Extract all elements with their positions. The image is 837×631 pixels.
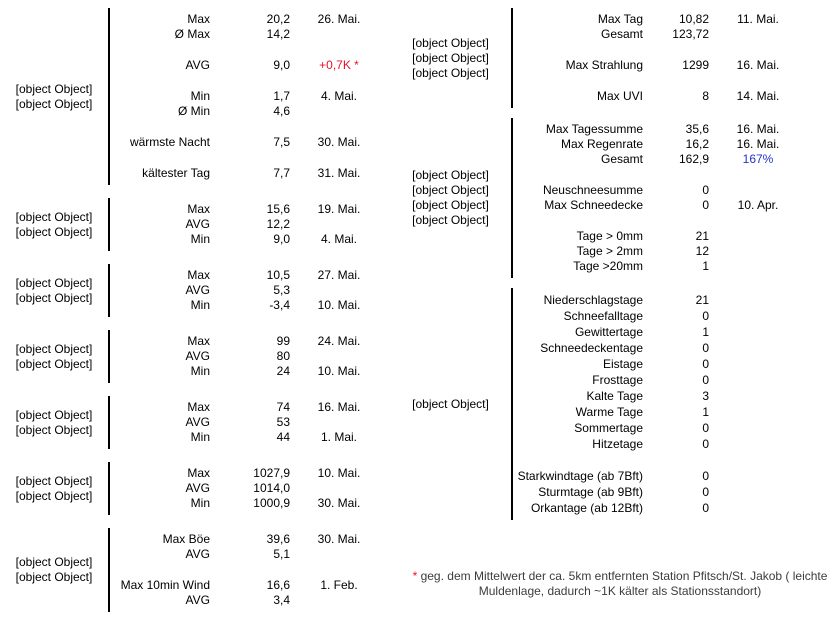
section-label-line: [object Object] — [15, 96, 93, 111]
stat-row — [513, 152, 837, 167]
stat-param-label: Max — [187, 202, 210, 216]
stat-date — [709, 356, 807, 372]
stat-value: 1,7 — [273, 89, 290, 103]
stat-value: 0 — [702, 309, 709, 323]
section-category-label — [390, 36, 511, 81]
stat-value: 16,2 — [685, 137, 709, 151]
stat-row — [513, 198, 837, 213]
section-divider-and-rows — [108, 396, 390, 449]
stat-row — [110, 547, 390, 562]
section-divider-and-rows — [108, 198, 390, 251]
stat-date — [709, 229, 807, 244]
stat-date — [290, 547, 388, 562]
stat-section — [0, 396, 390, 449]
stat-row — [110, 166, 390, 181]
stat-row — [110, 58, 390, 73]
stat-param-label: Gesamt — [600, 27, 643, 41]
section-label-line: [object Object] — [412, 213, 489, 227]
stat-row — [513, 244, 837, 259]
stat-param-label: Niederschlagstage — [543, 293, 643, 307]
stat-date — [290, 593, 388, 608]
stat-date — [709, 404, 807, 420]
stat-date: 31. Mai. — [317, 166, 361, 180]
stat-row — [513, 58, 837, 73]
stat-date — [290, 481, 388, 496]
stat-param-label: AVG — [185, 217, 210, 231]
stat-value: 123,72 — [672, 27, 709, 41]
section-divider-and-rows — [511, 118, 837, 278]
station-comparison-footnote — [406, 569, 834, 599]
stat-date — [290, 217, 388, 232]
stat-value: 7,5 — [273, 135, 290, 149]
stat-date: 1. Feb. — [320, 578, 358, 592]
stat-date: 16. Mai. — [736, 122, 780, 136]
stat-param-label: Max Schneedecke — [544, 198, 643, 212]
stat-value: 16,6 — [266, 578, 290, 592]
stat-date: 30. Mai. — [317, 532, 361, 546]
stat-row — [110, 430, 390, 445]
stat-row — [513, 436, 837, 452]
stat-row — [110, 481, 390, 496]
stat-value: 0 — [702, 198, 709, 212]
stat-param-label: AVG — [185, 58, 210, 72]
stat-param-label: Max Tag — [597, 12, 643, 26]
section-label-line: [object Object] — [15, 570, 93, 584]
stat-section — [390, 118, 837, 278]
stat-date — [709, 324, 807, 340]
section-category-label — [390, 397, 511, 412]
section-label-line: [object Object] — [412, 50, 489, 65]
stat-date — [290, 349, 388, 364]
stat-date — [290, 104, 388, 119]
stat-date — [709, 372, 807, 388]
stat-row — [513, 27, 837, 42]
stat-date: 16. Mai. — [736, 58, 780, 72]
stat-section — [0, 198, 390, 251]
stat-row — [110, 578, 390, 593]
stat-value: 1000,9 — [253, 496, 290, 510]
section-divider-and-rows — [108, 8, 390, 185]
section-label-line: [object Object] — [15, 290, 93, 305]
stat-param-label: Min — [190, 364, 210, 378]
stat-value: 74 — [276, 400, 290, 414]
stat-row — [110, 135, 390, 150]
stat-value: 21 — [695, 293, 709, 307]
footnote-text-line1: geg. dem Mittelwert der ca. 5km entfernten Station Pfitsch/St. Jakob ( leichte — [420, 569, 828, 583]
stat-date: +0,7K * — [319, 58, 359, 72]
stat-date — [709, 244, 807, 259]
stat-date — [290, 415, 388, 430]
stat-value: 35,6 — [685, 122, 709, 136]
stat-row — [513, 468, 837, 484]
stat-row — [110, 89, 390, 104]
stat-param-label: Sommertage — [574, 421, 643, 435]
stat-date: 10. Apr. — [737, 198, 779, 212]
section-label-line: [object Object] — [15, 81, 93, 96]
stat-param-label: Min — [190, 430, 210, 444]
stat-value: 12 — [695, 244, 709, 258]
stat-date: 4. Mai. — [320, 232, 357, 246]
left-stats-column — [0, 8, 390, 625]
stat-param-label: Schneedeckentage — [540, 341, 643, 355]
section-divider-and-rows — [511, 8, 837, 108]
stat-value: 12,2 — [266, 217, 290, 231]
stat-param-label: Max Böe — [162, 532, 210, 546]
stat-row — [513, 308, 837, 324]
stat-date — [290, 27, 388, 42]
stat-row — [110, 298, 390, 313]
stat-row — [110, 217, 390, 232]
stat-value: 1014,0 — [253, 481, 290, 495]
stat-param-label: Schneefalltage — [563, 309, 643, 323]
section-divider-and-rows — [108, 330, 390, 383]
stat-row — [110, 466, 390, 481]
stat-date: 16. Mai. — [317, 400, 361, 414]
stat-row — [110, 268, 390, 283]
stat-value: 0 — [702, 183, 709, 197]
stat-row — [513, 372, 837, 388]
stat-param-label: Max — [187, 12, 210, 26]
stat-param-label: Sturmtage (ab 9Bft) — [538, 485, 643, 499]
stat-row — [110, 104, 390, 119]
stat-row — [513, 259, 837, 274]
stat-row — [110, 334, 390, 349]
stat-value: 1 — [702, 259, 709, 273]
stat-date: 27. Mai. — [317, 268, 361, 282]
stat-param-label: Warme Tage — [575, 405, 643, 419]
right-stats-column — [390, 8, 837, 530]
stat-value: 21 — [695, 229, 709, 243]
section-label-line: [object Object] — [15, 422, 93, 437]
stat-value: 9,0 — [273, 232, 290, 246]
stat-date: 26. Mai. — [317, 12, 361, 26]
stat-date — [709, 436, 807, 452]
section-label-line: [object Object] — [412, 65, 489, 80]
stat-date — [709, 259, 807, 274]
stat-value: 24 — [276, 364, 290, 378]
stat-value: 0 — [702, 357, 709, 371]
stat-date — [709, 388, 807, 404]
stat-row — [513, 500, 837, 516]
section-category-label — [0, 408, 108, 438]
stat-date — [709, 420, 807, 436]
stat-param-label: Ø Min — [177, 104, 210, 118]
stat-date: 10. Mai. — [317, 298, 361, 312]
stat-value: 1 — [702, 405, 709, 419]
stat-param-label: Frosttage — [592, 373, 643, 387]
stat-value: 80 — [276, 349, 290, 363]
stat-row — [513, 356, 837, 372]
stat-param-label: Gesamt — [600, 152, 643, 166]
stat-row — [110, 400, 390, 415]
stat-param-label: wärmste Nacht — [129, 135, 210, 149]
stat-value: 1027,9 — [253, 466, 290, 480]
section-label-line: [object Object] — [412, 35, 489, 50]
stat-param-label: Max Regenrate — [560, 137, 643, 151]
stat-param-label: Max Tagessumme — [545, 122, 643, 136]
stat-section — [0, 462, 390, 515]
stat-date — [709, 292, 807, 308]
stat-row — [110, 283, 390, 298]
stat-row — [513, 137, 837, 152]
stat-param-label: Max 10min Wind — [120, 578, 210, 592]
stat-date — [709, 468, 807, 484]
stat-param-label: Eistage — [602, 357, 643, 371]
section-category-label — [0, 82, 108, 112]
section-category-label — [0, 555, 108, 585]
section-label-line: [object Object] — [15, 488, 93, 503]
footnote-text-line2: Muldenlage, dadurch ~1K kälter als Stationsstandort) — [478, 584, 762, 598]
stat-param-label: Max — [187, 400, 210, 414]
stat-param-label: Max Strahlung — [565, 58, 643, 72]
stat-value: 0 — [702, 501, 709, 515]
stat-date: 24. Mai. — [317, 334, 361, 348]
stat-date — [709, 27, 807, 42]
stat-param-label: AVG — [185, 349, 210, 363]
section-category-label — [0, 342, 108, 372]
stat-row — [110, 364, 390, 379]
stat-date: 4. Mai. — [320, 89, 357, 103]
section-category-label — [0, 210, 108, 240]
stat-row — [110, 12, 390, 27]
stat-param-label: AVG — [185, 283, 210, 297]
stat-value: 162,9 — [678, 152, 709, 166]
section-category-label — [0, 474, 108, 504]
stat-row — [513, 89, 837, 104]
stat-param-label: Max — [187, 334, 210, 348]
stat-value: 14,2 — [266, 27, 290, 41]
stat-value: 3 — [702, 389, 709, 403]
stat-param-label: Max — [187, 466, 210, 480]
stat-row — [513, 340, 837, 356]
stat-value: 1 — [702, 325, 709, 339]
stat-value: -3,4 — [269, 298, 290, 312]
section-label-line: [object Object] — [412, 183, 489, 197]
stat-value: 10,82 — [678, 12, 709, 26]
stat-date: 16. Mai. — [736, 137, 780, 151]
stat-value: 0 — [702, 437, 709, 451]
stat-date: 14. Mai. — [736, 89, 780, 103]
stat-row — [513, 229, 837, 244]
stat-param-label: Max — [187, 268, 210, 282]
stat-section — [0, 528, 390, 612]
stat-row — [110, 202, 390, 217]
stat-row — [513, 292, 837, 308]
section-category-label — [0, 276, 108, 306]
stat-value: 5,1 — [273, 547, 290, 561]
stat-row — [513, 122, 837, 137]
stat-param-label: kältester Tag — [142, 166, 210, 180]
section-divider-and-rows — [108, 528, 390, 612]
stat-date — [290, 283, 388, 298]
stat-row — [110, 27, 390, 42]
stat-param-label: Hitzetage — [592, 437, 643, 451]
section-label-line: [object Object] — [15, 473, 93, 488]
stat-value: 0 — [702, 341, 709, 355]
section-label-line: [object Object] — [412, 198, 489, 212]
stat-section — [390, 288, 837, 520]
stat-value: 3,4 — [273, 593, 290, 607]
stat-row — [513, 183, 837, 198]
stat-value: 0 — [702, 421, 709, 435]
stat-value: 44 — [276, 430, 290, 444]
stat-param-label: Min — [190, 89, 210, 103]
stat-date — [709, 308, 807, 324]
stat-row — [513, 388, 837, 404]
section-label-line: [object Object] — [15, 555, 93, 569]
stat-row — [110, 593, 390, 608]
stat-value: 0 — [702, 485, 709, 499]
stat-date — [709, 340, 807, 356]
section-label-line: [object Object] — [15, 407, 93, 422]
stat-row — [110, 532, 390, 547]
section-label-line: [object Object] — [15, 209, 93, 224]
stat-section — [0, 8, 390, 185]
stat-value: 1299 — [682, 58, 709, 72]
stat-section — [390, 8, 837, 108]
stat-param-label: Max UVI — [596, 89, 643, 103]
stat-value: 10,5 — [266, 268, 290, 282]
stat-value: 99 — [276, 334, 290, 348]
stat-param-label: Kalte Tage — [586, 389, 643, 403]
stat-value: 9,0 — [273, 58, 290, 72]
stat-value: 7,7 — [273, 166, 290, 180]
section-divider-and-rows — [108, 462, 390, 515]
stat-value: 8 — [702, 89, 709, 103]
stat-param-label: AVG — [185, 481, 210, 495]
stat-param-label: Tage > 2mm — [576, 244, 643, 258]
stat-param-label: Min — [190, 496, 210, 510]
stat-param-label: Min — [190, 232, 210, 246]
stat-row — [513, 324, 837, 340]
section-divider-and-rows — [108, 264, 390, 317]
section-label-line: [object Object] — [15, 275, 93, 290]
stat-section — [0, 330, 390, 383]
footnote-asterisk: * — [412, 569, 418, 583]
stat-value: 39,6 — [266, 532, 290, 546]
stat-date: 30. Mai. — [317, 496, 361, 510]
stat-param-label: Gewittertage — [574, 325, 643, 339]
stat-date: 30. Mai. — [317, 135, 361, 149]
section-category-label — [390, 168, 511, 228]
stat-row — [513, 484, 837, 500]
section-label-line: [object Object] — [15, 356, 93, 371]
stat-value: 0 — [702, 373, 709, 387]
stat-param-label: AVG — [185, 415, 210, 429]
stat-param-label: AVG — [185, 547, 210, 561]
section-label-line: [object Object] — [15, 224, 93, 239]
stat-value: 15,6 — [266, 202, 290, 216]
stat-date: 19. Mai. — [317, 202, 361, 216]
stat-param-label: Ø Max — [174, 27, 210, 41]
section-divider-and-rows — [511, 288, 837, 520]
section-label-line: [object Object] — [412, 168, 489, 182]
stat-row — [513, 12, 837, 27]
stat-date: 11. Mai. — [737, 12, 779, 26]
stat-date: 10. Mai. — [317, 364, 361, 378]
stat-row — [110, 349, 390, 364]
stat-row — [513, 420, 837, 436]
stat-section — [0, 264, 390, 317]
stat-param-label: Tage > 0mm — [576, 229, 643, 243]
stat-date: 167% — [742, 152, 774, 166]
stat-date — [709, 500, 807, 516]
stat-value: 53 — [276, 415, 290, 429]
stat-param-label: Neuschneesumme — [542, 183, 643, 197]
stat-value: 5,3 — [273, 283, 290, 297]
stat-param-label: Starkwindtage (ab 7Bft) — [517, 469, 643, 483]
stat-row — [110, 232, 390, 247]
stat-param-label: Orkantage (ab 12Bft) — [530, 501, 643, 515]
footnote-line-1 — [406, 569, 834, 584]
stat-date — [709, 484, 807, 500]
stat-date: 1. Mai. — [320, 430, 357, 444]
stat-date: 10. Mai. — [317, 466, 361, 480]
stat-value: 4,6 — [273, 104, 290, 118]
stat-param-label: Min — [190, 298, 210, 312]
stat-date — [709, 183, 807, 198]
stat-row — [513, 404, 837, 420]
stat-value: 0 — [702, 469, 709, 483]
section-label-line: [object Object] — [412, 396, 489, 411]
section-label-line: [object Object] — [15, 341, 93, 356]
stat-param-label: AVG — [185, 593, 210, 607]
stat-row — [110, 496, 390, 511]
stat-param-label: Tage >20mm — [573, 259, 643, 273]
stat-row — [110, 415, 390, 430]
stat-value: 20,2 — [266, 12, 290, 26]
